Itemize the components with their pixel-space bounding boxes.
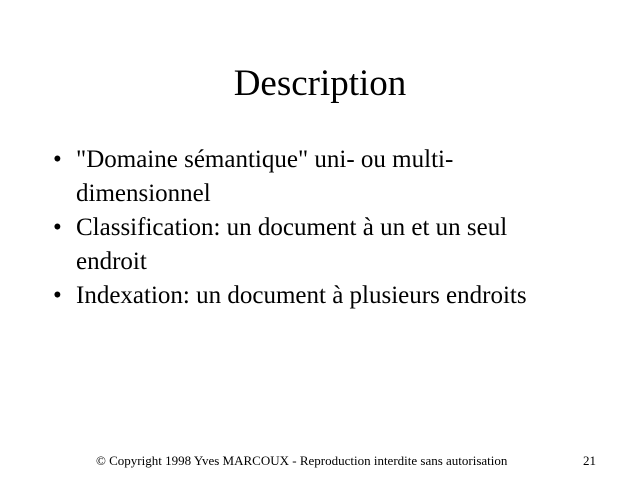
bullet-item-indexation <box>0 279 576 313</box>
bullet-item-classification <box>0 211 576 279</box>
bullet-list <box>0 143 640 313</box>
bullet-text: Classification: un document à un et un seul endroit <box>76 214 508 275</box>
bullet-icon: • <box>53 214 62 241</box>
slide-title: Description <box>233 63 407 104</box>
bullet-icon: • <box>53 146 62 173</box>
page-number: 21 <box>583 453 596 468</box>
bullet-icon: • <box>53 282 62 309</box>
copyright-footer: © Copyright 1998 Yves MARCOUX - Reproduction interdite sans autorisation <box>96 453 508 468</box>
bullet-item-semantic-domain <box>0 143 576 211</box>
bullet-text: Indexation: un document à plusieurs endroits <box>76 282 527 309</box>
bullet-text: "Domaine sémantique" uni- ou multi-dimensionnel <box>76 146 454 207</box>
